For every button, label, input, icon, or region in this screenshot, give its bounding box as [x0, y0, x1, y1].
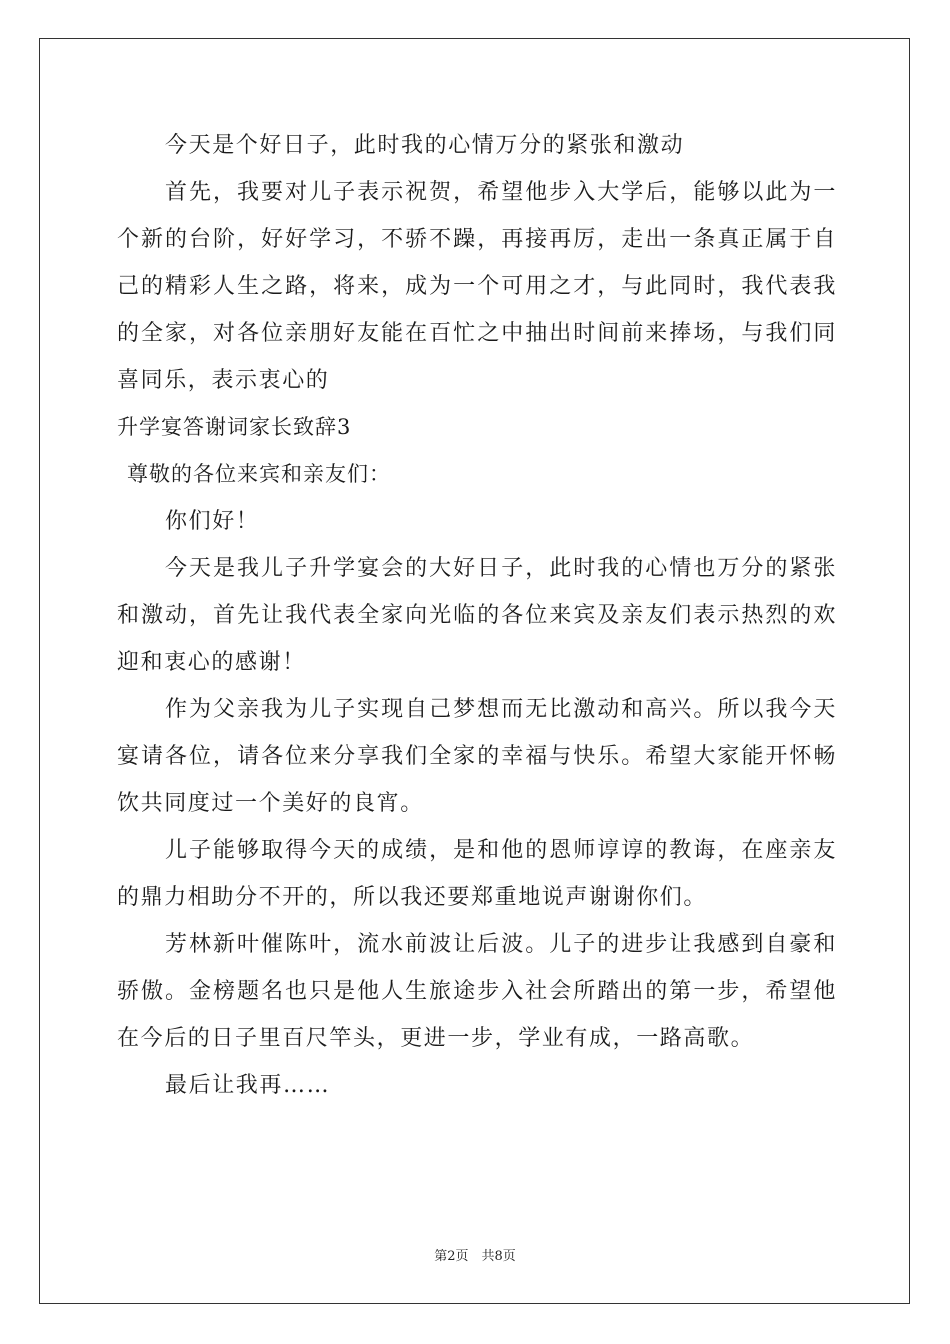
- paragraph: 作为父亲我为儿子实现自己梦想而无比激动和高兴。所以我今天宴请各位，请各位来分享我们全家的幸福与快乐。希望大家能开怀畅饮共同度过一个美好的良宵。: [117, 697, 837, 816]
- page-number-footer: 第2页 共8页: [434, 1249, 516, 1264]
- paragraph: 今天是我儿子升学宴会的大好日子，此时我的心情也万分的紧张和激动，首先让我代表全家向光临的各位来宾及亲友们表示热烈的欢迎和衷心的感谢！: [117, 556, 837, 675]
- paragraph: 儿子能够取得今天的成绩，是和他的恩师谆谆的教诲，在座亲友的鼎力相助分不开的，所以我还要郑重地说声谢谢你们。: [117, 838, 837, 910]
- paragraph: 首先，我要对儿子表示祝贺，希望他步入大学后，能够以此为一个新的台阶，好好学习，不骄不躁，再接再厉，走出一条真正属于自己的精彩人生之路，将来，成为一个可用之才，与此同时，我代表我的全家，对各位亲朋好友能在百忙之中抽出时间前来捧场，与我们同喜同乐，表示衷心的: [117, 180, 837, 393]
- salutation: 尊敬的各位来宾和亲友们：: [127, 462, 391, 486]
- paragraph: 今天是个好日子，此时我的心情万分的紧张和激动: [165, 133, 685, 158]
- greeting: 你们好！: [165, 509, 260, 534]
- document-body: [117, 122, 837, 1109]
- section-title: 升学宴答谢词家长致辞3: [117, 415, 352, 439]
- paragraph: 最后让我再……: [165, 1073, 331, 1098]
- paragraph: 芳林新叶催陈叶，流水前波让后波。儿子的进步让我感到自豪和骄傲。金榜题名也只是他人生旅途步入社会所踏出的第一步，希望他在今后的日子里百尺竿头，更进一步，学业有成，一路高歌。: [117, 932, 837, 1051]
